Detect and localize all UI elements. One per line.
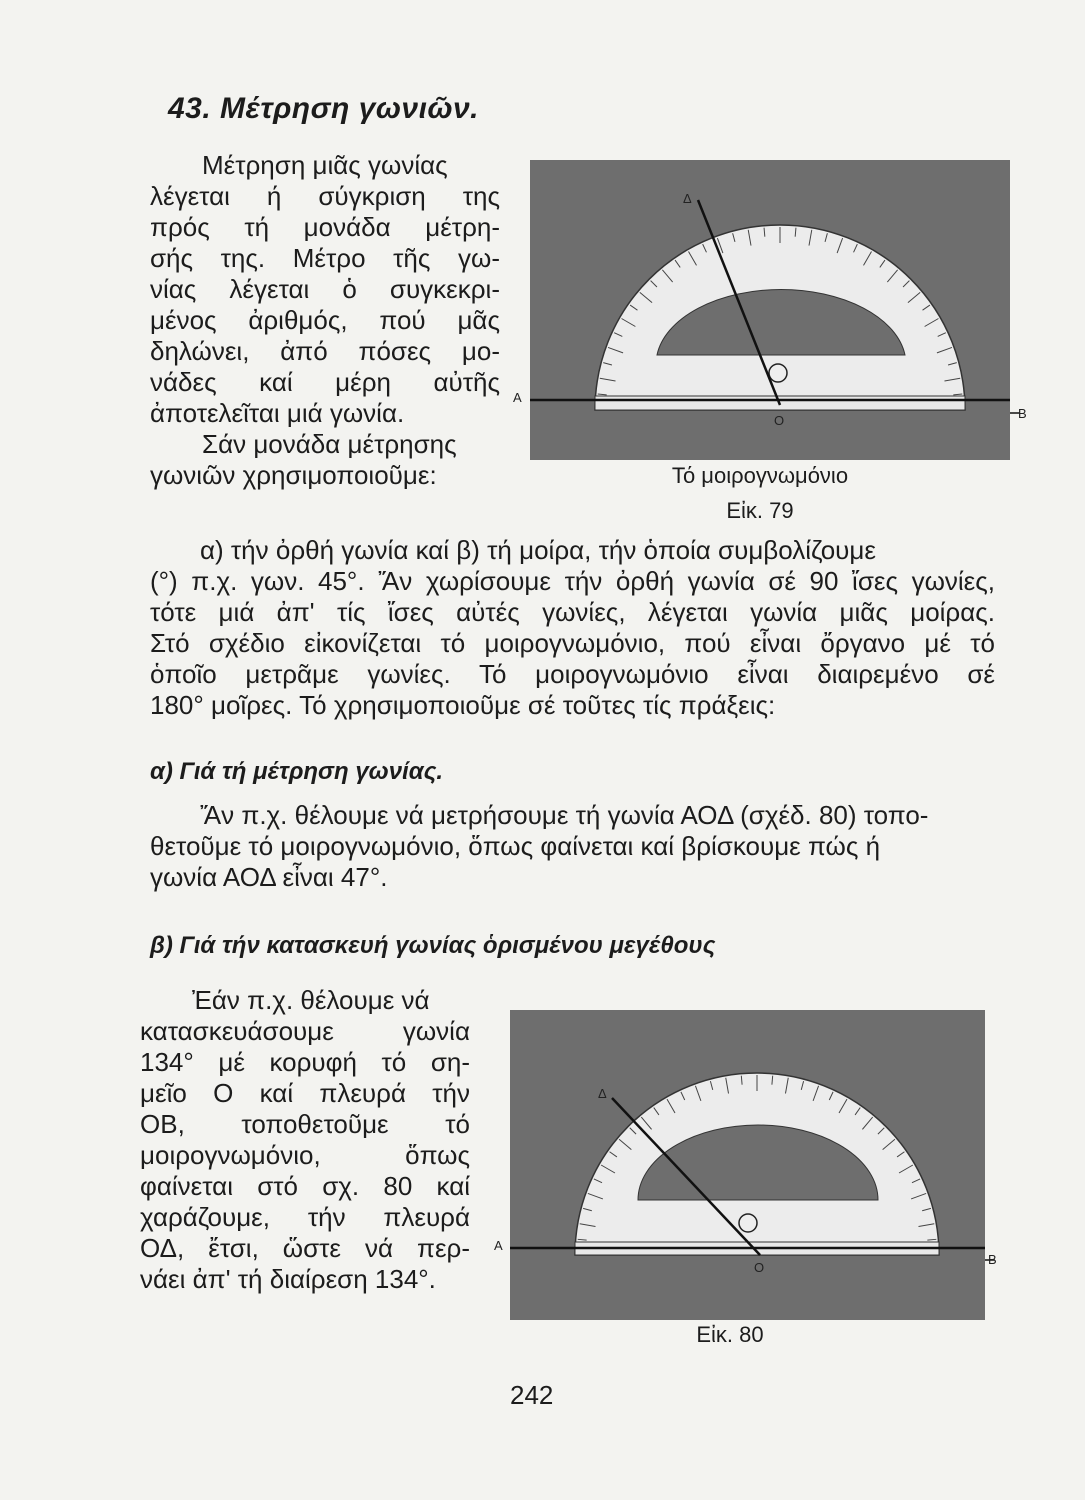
text-line: (°) π.χ. γων. 45°. Ἄν χωρίσουμε τήν ὀρθή γωνία σέ 90 ἴσες γωνίες,	[150, 566, 995, 596]
label-d: Δ	[683, 191, 692, 206]
text-line: χαράζουμε, τήν πλευρά	[140, 1202, 470, 1232]
text-line: Ἄν π.χ. θέλουμε νά μετρήσουμε τή γωνία ΑΟΔ (σχέδ. 80) τοπο-	[200, 800, 929, 830]
text-line: 134° μέ κορυφή τό ση-	[140, 1047, 470, 1077]
text-line: νίας λέγεται ὁ συγκεκρι-	[150, 274, 500, 304]
label-o: Ο	[754, 1260, 765, 1275]
figure-80-caption-number: Εἰκ. 80	[696, 1322, 764, 1347]
text-line: πρός τή μονάδα μέτρη-	[150, 212, 500, 242]
part-b-paragraph	[140, 985, 470, 1295]
part-b-heading: β) Γιά τήν κατασκευή γωνίας ὁρισμένου μεγέθους	[150, 932, 716, 959]
section-title: 43. Μέτρηση γωνιῶν.	[168, 92, 479, 125]
text-line: θετοῦμε τό μοιρογνωμόνιο, ὅπως φαίνεται καί βρίσκουμε πώς ή	[150, 831, 881, 861]
label-a: Α	[513, 390, 522, 405]
page-number: 242	[510, 1380, 554, 1410]
text-line: Στό σχέδιο εἰκονίζεται τό μοιρογνωμόνιο, πού εἶναι ὄργανο μέ τό	[150, 628, 995, 658]
text-line: σής της. Μέτρο τῆς γω-	[150, 243, 500, 273]
units-paragraph	[150, 535, 995, 721]
text-line: 180° μοῖρες. Τό χρησιμοποιοῦμε σέ τοῦτες τίς πράξεις:	[150, 690, 776, 720]
part-a-heading: α) Γιά τή μέτρηση γωνίας.	[150, 758, 444, 785]
text-line: τότε μιά ἀπ' τίς ἴσες αὐτές γωνίες, λέγεται γωνία μιᾶς μοίρας.	[150, 597, 995, 627]
figure-80-protractor	[490, 1010, 1010, 1325]
text-line: νάδες καί μέρη αὐτῆς	[150, 367, 500, 397]
text-line: μένος ἀριθμός, πού μᾶς	[150, 305, 500, 335]
figure-79-caption-title: Τό μοιρογνωμόνιο	[671, 463, 849, 488]
text-line: γωνιῶν χρησιμοποιοῦμε:	[150, 460, 437, 490]
text-line: μοιρογνωμόνιο, ὅπως	[140, 1140, 470, 1170]
label-b: Β	[1018, 406, 1027, 421]
text-line: γωνία ΑΟΔ εἶναι 47°.	[150, 862, 388, 892]
text-line: κατασκευάσουμε γωνία	[140, 1016, 470, 1046]
figure-79-protractor	[505, 160, 1025, 465]
label-b: Β	[988, 1252, 997, 1267]
text-line: φαίνεται στό σχ. 80 καί	[140, 1171, 470, 1201]
label-a: Α	[494, 1238, 503, 1253]
protractor-photo-80	[490, 1010, 1010, 1325]
text-line: νάει ἀπ' τή διαίρεση 134°.	[140, 1264, 436, 1294]
text-line: Ἐάν π.χ. θέλουμε νά	[192, 985, 430, 1015]
text-line: Μέτρηση μιᾶς γωνίας	[202, 150, 448, 180]
text-line: α) τήν ὀρθή γωνία καί β) τή μοίρα, τήν ὁποία συμβολίζουμε	[200, 535, 876, 565]
text-line: δηλώνει, ἀπό πόσες μο-	[150, 336, 500, 366]
intro-paragraph	[150, 150, 500, 491]
text-line: Σάν μονάδα μέτρησης	[202, 429, 457, 459]
label-o: Ο	[774, 413, 785, 428]
part-a-paragraph	[150, 800, 995, 893]
text-line: ὁποῖο μετρᾶμε γωνίες. Τό μοιρογνωμόνιο εἶναι διαιρεμένο σέ	[150, 659, 995, 689]
protractor-photo-79	[505, 160, 1025, 465]
text-line: ἀποτελεῖται μιά γωνία.	[150, 398, 405, 428]
label-d: Δ	[598, 1086, 607, 1101]
text-line: μεῖο Ο καί πλευρά τήν	[140, 1078, 470, 1108]
text-line: ΟΒ, τοποθετοῦμε τό	[140, 1109, 470, 1139]
figure-79-caption-number: Εἰκ. 79	[726, 498, 794, 523]
text-line: ΟΔ, ἔτσι, ὥστε νά περ-	[140, 1233, 470, 1263]
text-line: λέγεται ή σύγκριση της	[150, 181, 500, 211]
